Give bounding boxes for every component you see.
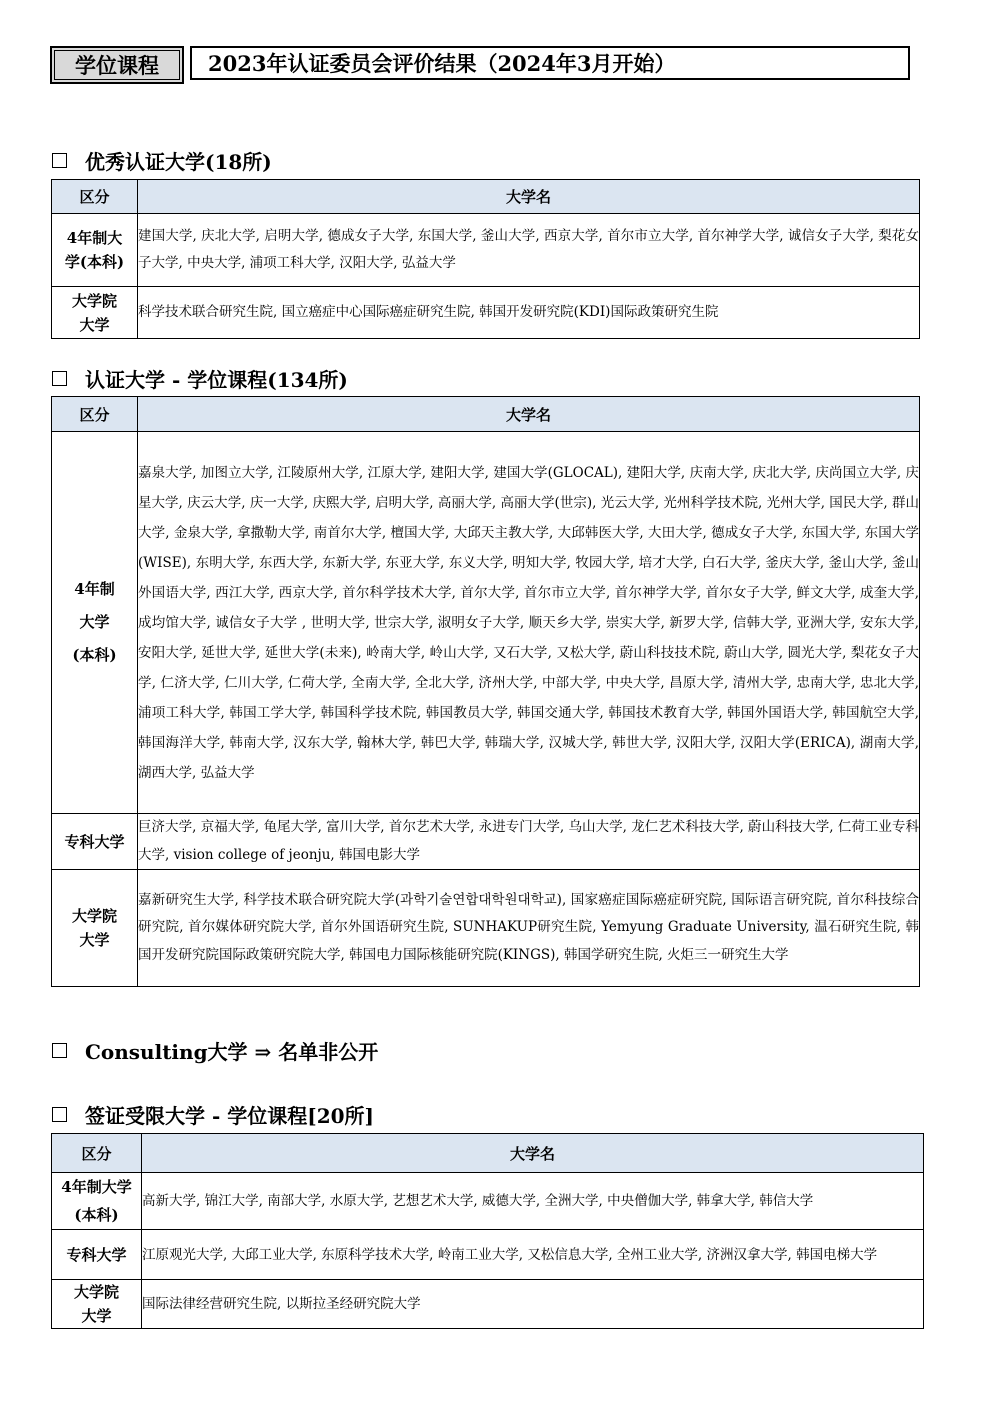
column-header-names: 大学名: [138, 180, 920, 214]
university-names: 嘉新研究生大学, 科学技术联合研究院大学(과학기술연합대학원대학교), 国家癌症国际癌症研究院, 国际语言研究院, 首尔科技综合研究院, 首尔媒体研究院大学, 首尔外国语研究生院, SUNHAKUP研究生院, Yemyung Graduate University, 温石研究生院, 韩国开发研究院国际政策研究院大学, 韩国电力国际核能研究院(KINGS), 韩国学研究生院, 火炬三一研究生大学: [138, 870, 920, 987]
category-college: 专科大学: [52, 1230, 142, 1280]
checkbox-icon: [52, 1043, 67, 1058]
category-graduate: 大学院大学: [52, 870, 138, 987]
column-header-category: 区分: [52, 1134, 142, 1173]
column-header-category: 区分: [52, 397, 138, 432]
category-graduate: 大学院大学: [52, 287, 138, 339]
section-heading-text: 认证大学 - 学位课程(134所): [85, 368, 348, 392]
category-4year: 4年制大学(本科): [52, 1173, 142, 1230]
section-heading-certified: [52, 364, 348, 393]
table-header-row: [52, 180, 920, 214]
university-names: 建国大学, 庆北大学, 启明大学, 德成女子大学, 东国大学, 釜山大学, 西京大学, 首尔市立大学, 首尔神学大学, 诚信女子大学, 梨花女子大学, 中央大学, 浦项工科大学, 汉阳大学, 弘益大学: [138, 214, 920, 287]
section-heading-text: 签证受限大学 - 学位课程[20所]: [85, 1104, 374, 1128]
table-header-row: [52, 397, 920, 432]
visa-restricted-universities-table: [51, 1133, 924, 1329]
section-heading-text: 优秀认证大学(18所): [85, 150, 272, 174]
university-names: 江原观光大学, 大邱工业大学, 东原科学技术大学, 岭南工业大学, 又松信息大学, 全州工业大学, 济洲汉拿大学, 韩国电梯大学: [142, 1230, 924, 1280]
section-heading-text: Consulting大学 ⇒ 名单非公开: [85, 1040, 379, 1064]
column-header-category: 区分: [52, 180, 138, 214]
university-names: 国际法律经营研究生院, 以斯拉圣经研究院大学: [142, 1280, 924, 1329]
table-row: [52, 214, 920, 287]
checkbox-icon: [52, 153, 67, 168]
university-names: 巨济大学, 京福大学, 龟尾大学, 富川大学, 首尔艺术大学, 永进专门大学, 乌山大学, 龙仁艺术科技大学, 蔚山科技大学, 仁荷工业专科大学, vision college of jeonju, 韩国电影大学: [138, 814, 920, 870]
excellent-universities-table: [51, 179, 920, 339]
table-row: [52, 287, 920, 339]
table-row: [52, 870, 920, 987]
certified-universities-table: [51, 396, 920, 987]
section-heading-consulting: [52, 1036, 378, 1065]
category-4year: 4年制大学(本科): [52, 432, 138, 814]
checkbox-icon: [52, 371, 67, 386]
category-college: 专科大学: [52, 814, 138, 870]
university-names: 科学技术联合研究生院, 国立癌症中心国际癌症研究生院, 韩国开发研究院(KDI)国际政策研究生院: [138, 287, 920, 339]
column-header-names: 大学名: [142, 1134, 924, 1173]
university-names: 高新大学, 锦江大学, 南部大学, 水原大学, 艺想艺术大学, 威德大学, 全洲大学, 中央僧伽大学, 韩拿大学, 韩信大学: [142, 1173, 924, 1230]
column-header-names: 大学名: [138, 397, 920, 432]
section-heading-excellent: [52, 146, 272, 175]
table-row: [52, 432, 920, 814]
university-names: 嘉泉大学, 加图立大学, 江陵原州大学, 江原大学, 建阳大学, 建国大学(GLOCAL), 建阳大学, 庆南大学, 庆北大学, 庆尚国立大学, 庆星大学, 庆云大学, 庆一大学, 庆熙大学, 启明大学, 高丽大学, 高丽大学(世宗), 光云大学, 光州科学技术院, 光州大学, 国民大学, 群山大学, 金泉大学, 拿撒勒大学, 南首尔大学, 檀国大学, 大邱天主教大学, 大邱韩医大学, 大田大学, 德成女子大学, 东国大学, 东国大学(WISE), 东明大学, 东西大学, 东新大学, 东亚大学, 东义大学, 明知大学, 牧园大学, 培才大学, 白石大学, 釜庆大学, 釜山大学, 釜山外国语大学, 西江大学, 西京大学, 首尔科学技术大学, 首尔大学, 首尔市立大学, 首尔神学大学, 首尔女子大学, 鲜文大学, 成奎大学, 成均馆大学, 诚信女子大学 , 世明大学, 世宗大学, 淑明女子大学, 顺天乡大学, 崇实大学, 新罗大学, 信韩大学, 亚洲大学, 安东大学, 安阳大学, 延世大学, 延世大学(未来), 岭南大学, 岭山大学, 又石大学, 又松大学, 蔚山科技技术院, 蔚山大学, 圆光大学, 梨花女子大学, 仁济大学, 仁川大学, 仁荷大学, 全南大学, 全北大学, 济州大学, 中部大学, 中央大学, 昌原大学, 清州大学, 忠南大学, 忠北大学, 浦项工科大学, 韩国工学大学, 韩国科学技术院, 韩国教员大学, 韩国交通大学, 韩国技术教育大学, 韩国外国语大学, 韩国航空大学, 韩国海洋大学, 韩南大学, 汉东大学, 翰林大学, 韩巴大学, 韩瑞大学, 汉城大学, 韩世大学, 汉阳大学, 汉阳大学(ERICA), 湖南大学, 湖西大学, 弘益大学: [138, 432, 920, 814]
section-heading-visa-restricted: [52, 1100, 374, 1129]
page-header: [50, 46, 910, 84]
table-row: [52, 1173, 924, 1230]
table-row: [52, 814, 920, 870]
table-row: [52, 1230, 924, 1280]
table-header-row: [52, 1134, 924, 1173]
header-label: 学位课程: [50, 46, 184, 84]
checkbox-icon: [52, 1107, 67, 1122]
page-title: 2023年认证委员会评价结果（2024年3月开始）: [190, 46, 910, 80]
category-graduate: 大学院大学: [52, 1280, 142, 1329]
table-row: [52, 1280, 924, 1329]
category-4year: 4年制大学(本科): [52, 214, 138, 287]
